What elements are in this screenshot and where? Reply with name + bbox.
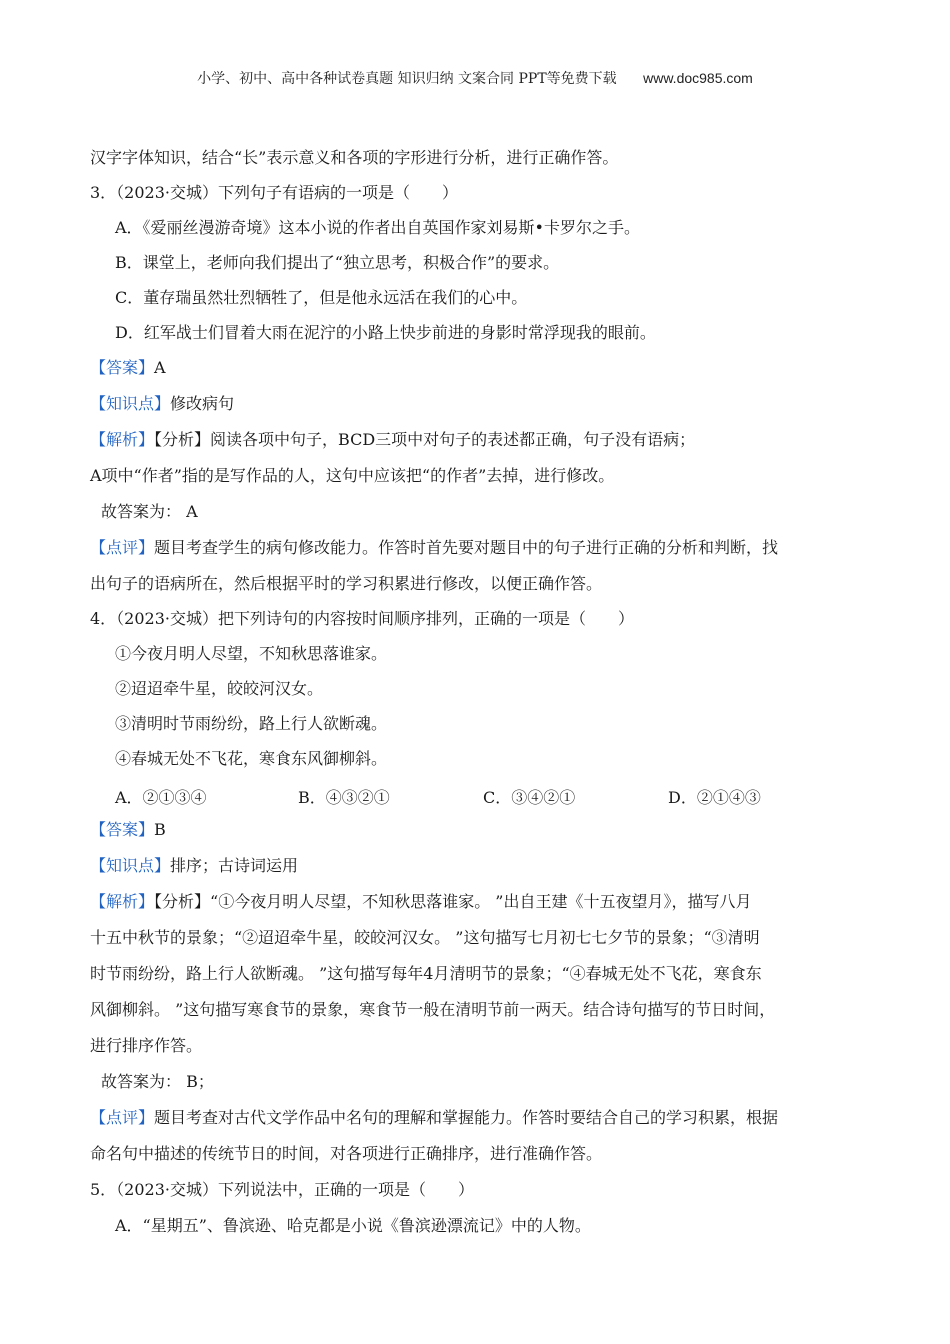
q4-poem-3: ③清明时节雨纷纷，路上行人欲断魂。 xyxy=(115,714,388,733)
q4-option-a: A．②①③④ xyxy=(115,788,207,807)
header-site: www.doc985.com xyxy=(643,70,753,86)
q3-comment-line-2: 出句子的语病所在，然后根据平时的学习积累进行修改，以便正确作答。 xyxy=(90,574,603,593)
page-header xyxy=(0,68,950,88)
q3-analysis-text-1: 【分析】阅读各项中句子，BCD三项中对句子的表述都正确，句子没有语病； xyxy=(154,430,696,449)
answer-tag: 【答案】 xyxy=(90,820,155,839)
q3-answer-value: A xyxy=(154,358,166,377)
q4-analysis-line-5: 进行排序作答。 xyxy=(90,1036,203,1055)
q3-analysis-line-2: A项中“作者”指的是写作品的人，这句中应该把“的作者”去掉，进行修改。 xyxy=(90,466,615,485)
q4-poem-4: ④春城无处不飞花，寒食东风御柳斜。 xyxy=(115,749,388,768)
answer-tag: 【答案】 xyxy=(90,358,155,377)
q3-analysis-line-1 xyxy=(90,430,695,450)
q3-option-d: D．红军战士们冒着大雨在泥泞的小路上快步前进的身影时常浮现我的眼前。 xyxy=(115,323,656,342)
comment-tag: 【点评】 xyxy=(90,538,155,557)
q4-final-answer: 故答案为： B； xyxy=(101,1072,214,1091)
analysis-tag: 【解析】 xyxy=(90,430,155,449)
q4-poem-1: ①今夜月明人尽望，不知秋思落谁家。 xyxy=(115,644,388,663)
q4-comment-line-2: 命名句中描述的传统节日的时间，对各项进行正确排序，进行准确作答。 xyxy=(90,1144,603,1163)
knowledge-tag: 【知识点】 xyxy=(90,394,171,413)
q3-final-answer: 故答案为： A xyxy=(101,502,198,521)
q4-knowledge-value: 排序；古诗词运用 xyxy=(170,856,299,875)
intro-line: 汉字字体知识，结合“长”表示意义和各项的字形进行分析，进行正确作答。 xyxy=(90,148,619,167)
q4-analysis-text-1: 【分析】“①今夜月明人尽望，不知秋思落谁家。 ”出自王建《十五夜望月》，描写八月 xyxy=(154,892,752,911)
analysis-tag: 【解析】 xyxy=(90,892,155,911)
q4-knowledge xyxy=(90,856,298,876)
q4-comment-text-1: 题目考查对古代文学作品中名句的理解和掌握能力。作答时要结合自己的学习积累，根据 xyxy=(154,1108,779,1127)
q5-stem: 5．（2023·交城）下列说法中，正确的一项是（ ） xyxy=(90,1180,474,1199)
q3-knowledge-value: 修改病句 xyxy=(170,394,235,413)
q4-answer-value: B xyxy=(154,820,166,839)
q3-stem: 3．（2023·交城）下列句子有语病的一项是（ ） xyxy=(90,183,458,202)
q4-option-c: C．③④②① xyxy=(483,788,576,807)
q4-stem: 4．（2023·交城）把下列诗句的内容按时间顺序排列，正确的一项是（ ） xyxy=(90,609,634,628)
knowledge-tag: 【知识点】 xyxy=(90,856,171,875)
q4-analysis-line-2: 十五中秋节的景象；“②迢迢牵牛星，皎皎河汉女。 ”这句描写七月初七七夕节的景象；“③清明 xyxy=(90,928,760,947)
q4-poem-2: ②迢迢牵牛星，皎皎河汉女。 xyxy=(115,679,324,698)
q3-knowledge xyxy=(90,394,234,414)
q3-option-a: A．《爱丽丝漫游奇境》这本小说的作者出自英国作家刘易斯•卡罗尔之手。 xyxy=(115,218,640,237)
q3-option-b: B．课堂上，老师向我们提出了“独立思考，积极合作”的要求。 xyxy=(115,253,560,272)
header-text: 小学、初中、高中各种试卷真题 知识归纳 文案合同 PPT等免费下载 xyxy=(197,71,617,87)
q4-option-d: D．②①④③ xyxy=(668,788,761,807)
q4-comment-line-1 xyxy=(90,1108,778,1128)
q4-option-b: B．④③②① xyxy=(298,788,390,807)
q4-analysis-line-3: 时节雨纷纷，路上行人欲断魂。 ”这句描写每年4月清明节的景象；“④春城无处不飞花，寒食东 xyxy=(90,964,762,983)
q5-option-a: A．“星期五”、鲁滨逊、哈克都是小说《鲁滨逊漂流记》中的人物。 xyxy=(115,1216,591,1235)
q3-comment-line-1 xyxy=(90,538,778,558)
q3-answer xyxy=(90,358,166,378)
q4-analysis-line-4: 风御柳斜。 ”这句描写寒食节的景象，寒食节一般在清明节前一两天。结合诗句描写的节日时间， xyxy=(90,1000,776,1019)
q4-analysis-line-1 xyxy=(90,892,751,912)
q3-comment-text-1: 题目考查学生的病句修改能力。作答时首先要对题目中的句子进行正确的分析和判断，找 xyxy=(154,538,779,557)
q3-option-c: C．董存瑞虽然壮烈牺牲了，但是他永远活在我们的心中。 xyxy=(115,288,528,307)
comment-tag: 【点评】 xyxy=(90,1108,155,1127)
q4-answer xyxy=(90,820,166,840)
